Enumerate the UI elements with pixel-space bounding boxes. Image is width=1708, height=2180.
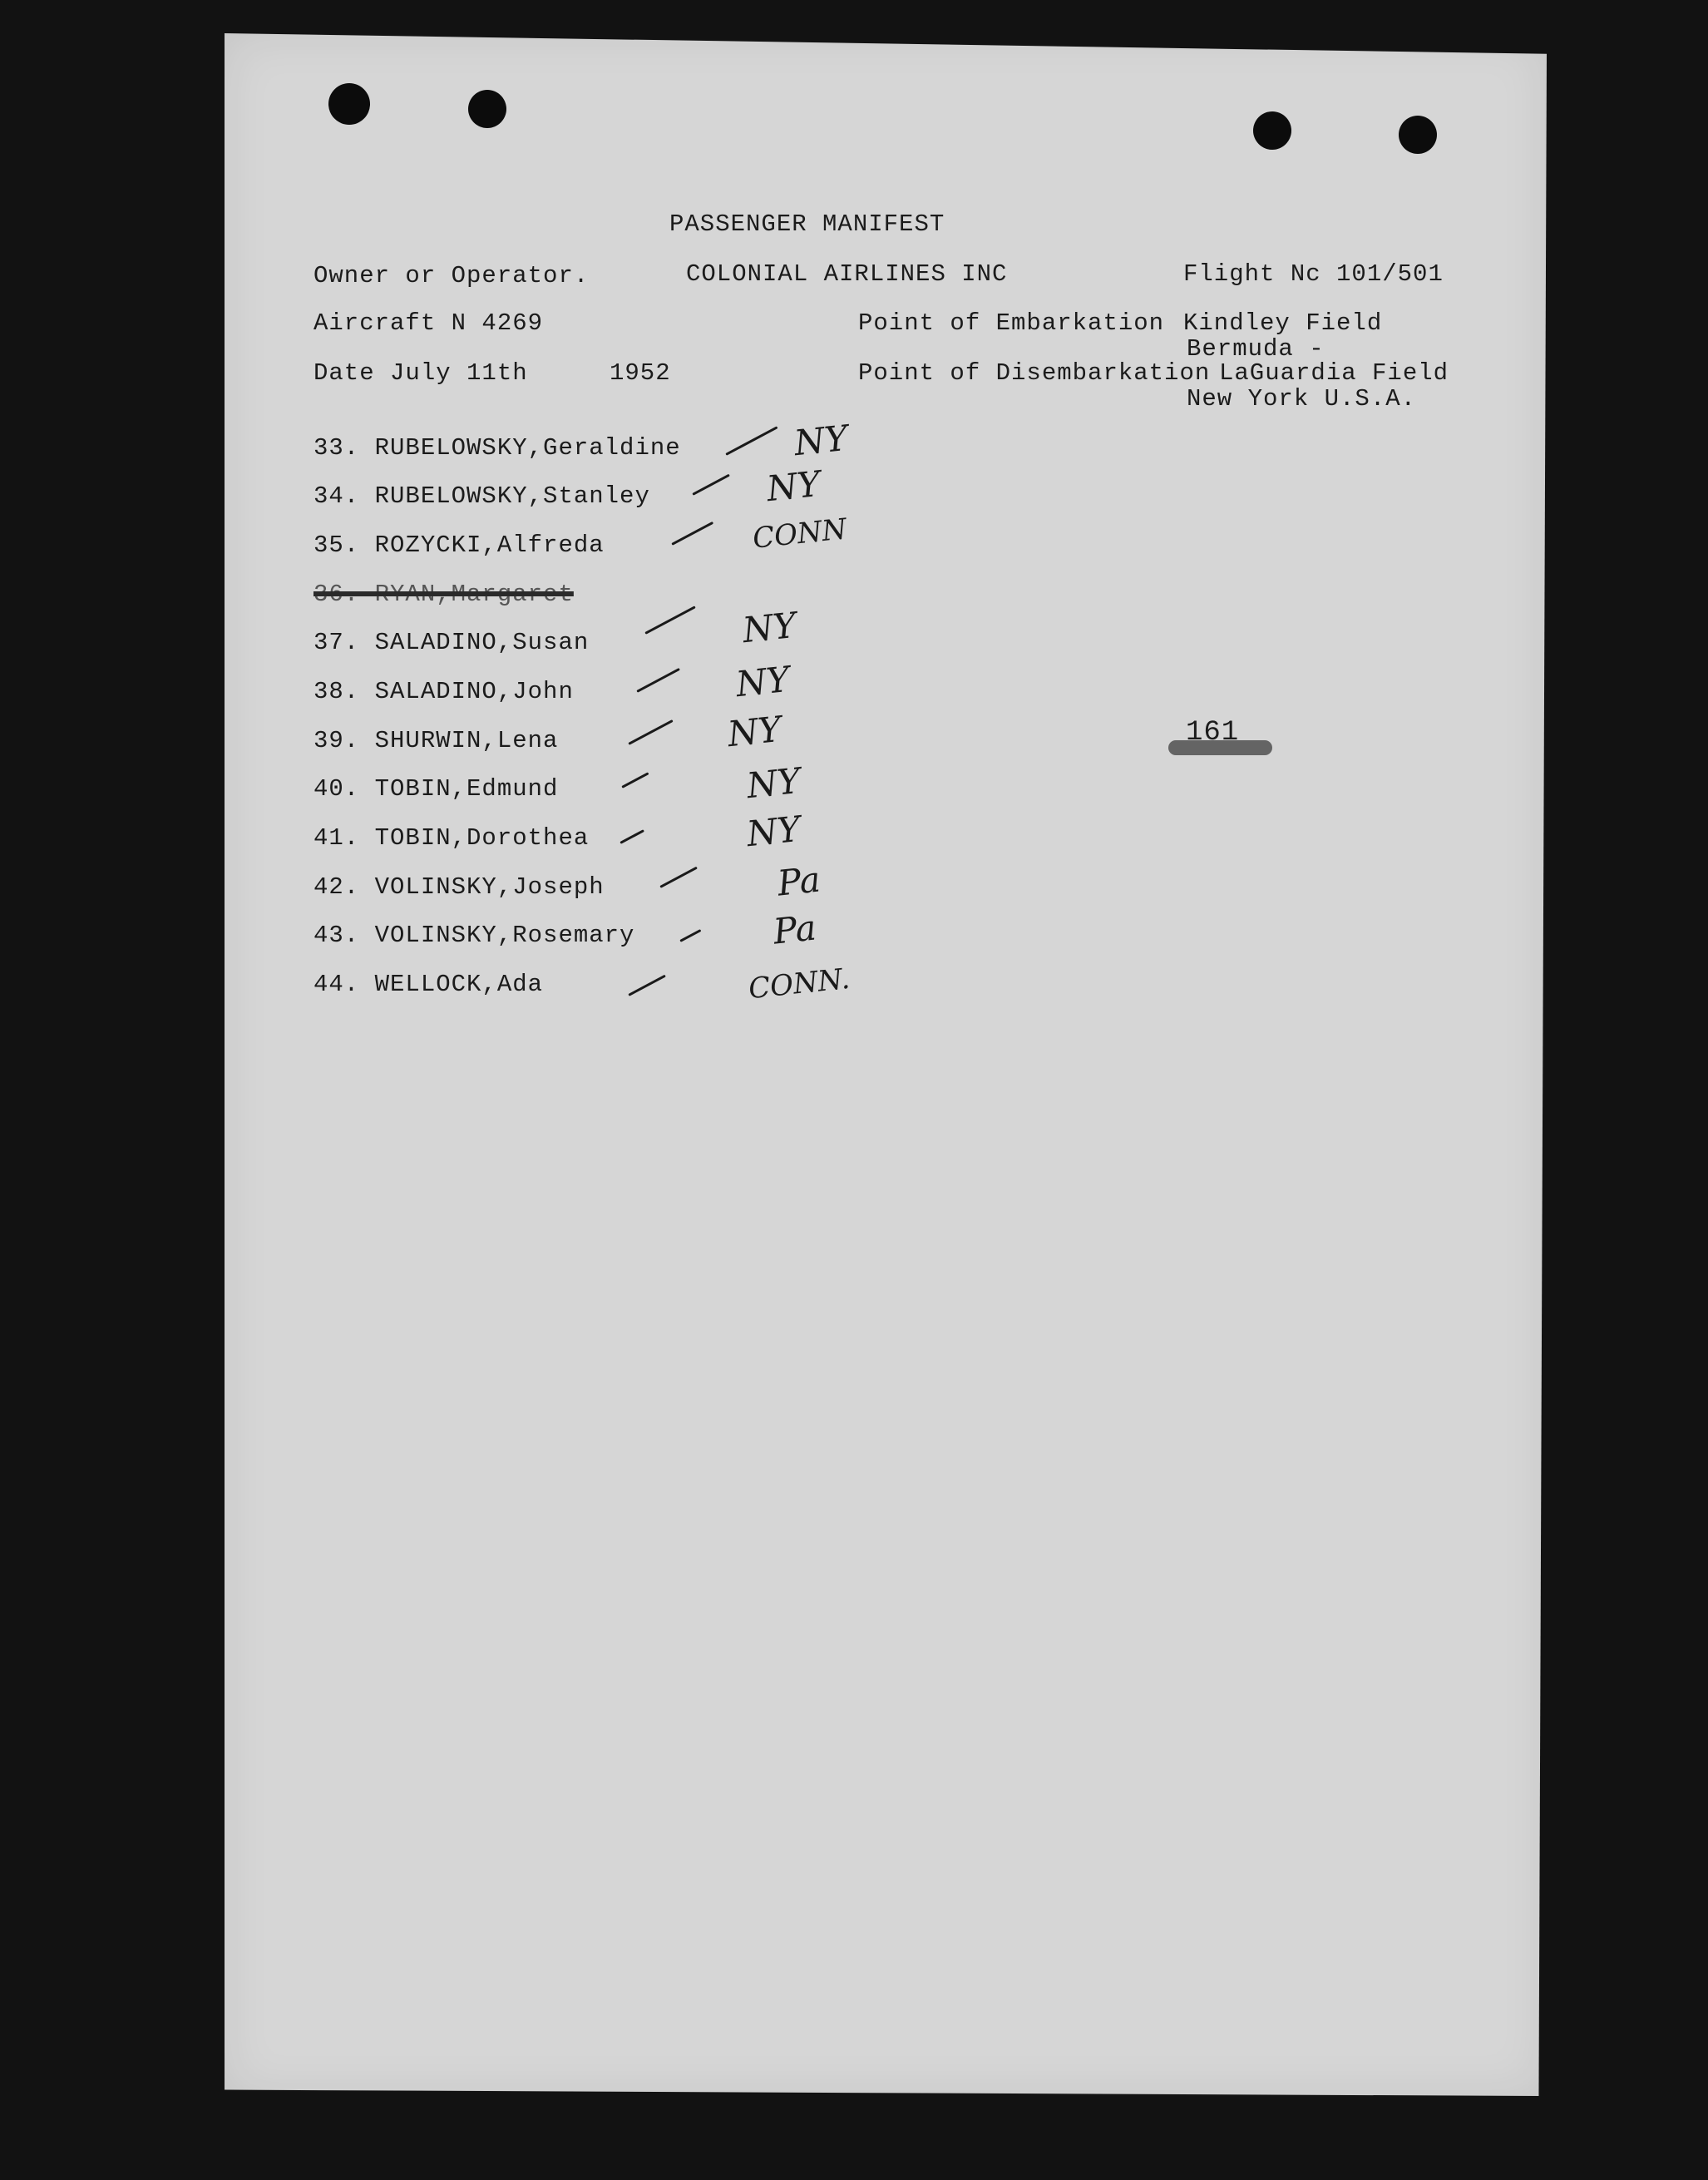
embarkation-value: Kindley Field [1183, 309, 1383, 337]
handwritten-state: CONN. [747, 961, 852, 1006]
aircraft-registration: Aircraft N 4269 [313, 309, 544, 337]
handwritten-state: NY [740, 604, 798, 651]
passenger-row: 43. VOLINSKY,Rosemary [313, 922, 635, 949]
passenger-row: 39. SHURWIN,Lena [313, 727, 559, 754]
punch-hole [1399, 116, 1437, 154]
passenger-row: 40. TOBIN,Edmund [313, 775, 559, 803]
handwritten-state: NY [744, 808, 802, 855]
flight-year: 1952 [610, 359, 671, 387]
passenger-row: 34. RUBELOWSKY,Stanley [313, 482, 650, 510]
disembarkation-value: LaGuardia Field [1219, 359, 1449, 387]
passenger-row: 41. TOBIN,Dorothea [313, 824, 590, 852]
passenger-row: 33. RUBELOWSKY,Geraldine [313, 434, 681, 462]
handwritten-state: Pa [771, 907, 818, 952]
handwritten-state: NY [764, 462, 822, 510]
passenger-row: 44. WELLOCK,Ada [313, 971, 544, 998]
handwritten-state: CONN [751, 512, 849, 556]
owner-label: Owner or Operator. [313, 262, 590, 289]
flight-number: Flight Nc 101/501 [1183, 260, 1444, 288]
disembarkation-label: Point of Disembarkation [858, 359, 1211, 387]
handwritten-state: NY [744, 759, 802, 807]
passenger-row-struck: 36. RYAN,Margaret [313, 581, 574, 608]
embarkation-label: Point of Embarkation [858, 309, 1165, 337]
passenger-row: 42. VOLINSKY,Joseph [313, 873, 605, 901]
punch-hole [328, 83, 370, 125]
flight-date: Date July 11th [313, 359, 528, 387]
manifest-page [225, 33, 1547, 2096]
page-number: 161 [1186, 717, 1240, 749]
passenger-row: 38. SALADINO,John [313, 678, 574, 705]
handwritten-state: NY [792, 417, 850, 464]
punch-hole [1253, 111, 1291, 150]
handwritten-state: NY [733, 658, 792, 705]
passenger-row: 35. ROZYCKI,Alfreda [313, 531, 605, 559]
disembarkation-value-line2: New York U.S.A. [1187, 385, 1417, 413]
punch-hole [468, 90, 506, 128]
handwritten-state: Pa [775, 858, 822, 904]
page-title: PASSENGER MANIFEST [669, 210, 945, 238]
handwritten-state: NY [725, 708, 783, 755]
passenger-row: 37. SALADINO,Susan [313, 629, 590, 656]
operator-name: COLONIAL AIRLINES INC [686, 260, 1008, 288]
embarkation-value-line2: Bermuda - [1187, 335, 1325, 363]
